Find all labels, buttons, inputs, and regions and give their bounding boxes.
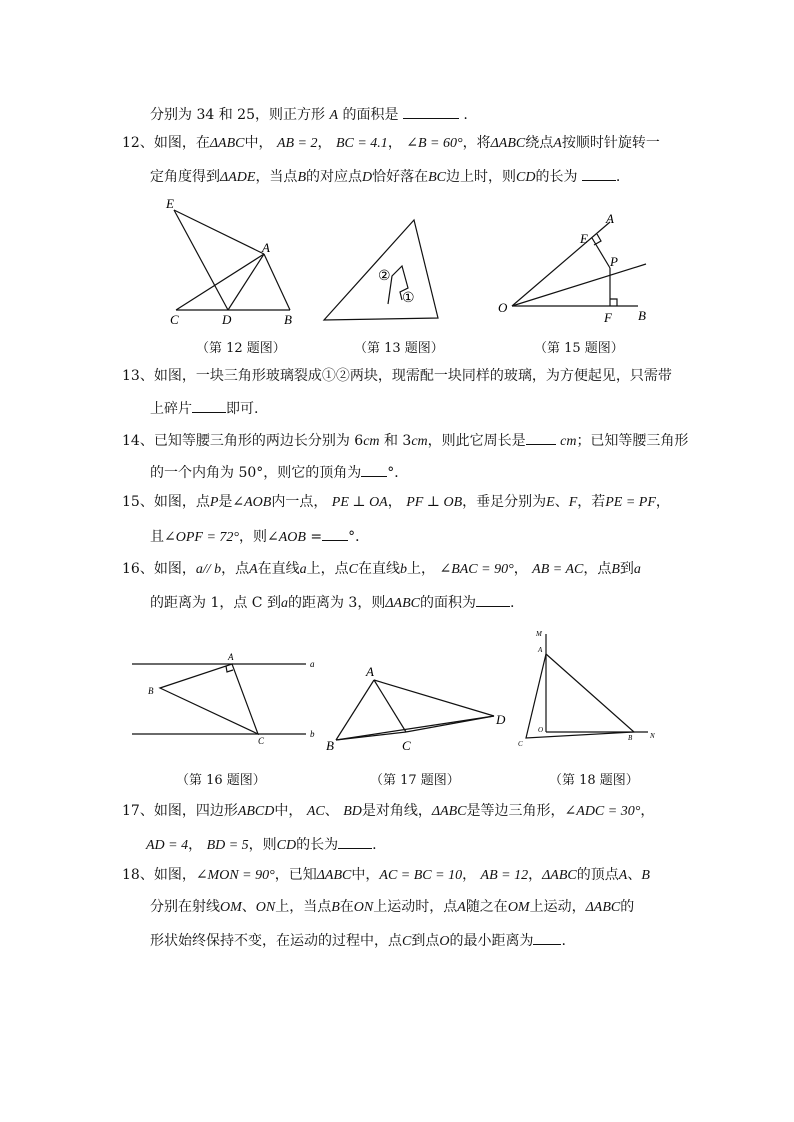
q18-text: 的顶点 (576, 867, 619, 883)
fig12-seg-da (228, 254, 264, 310)
q15-pe-eq-pf: PE = PF (605, 495, 656, 510)
q17-line2 (146, 834, 377, 855)
fig12-label-b: B (284, 312, 292, 327)
q14-text: ，则此它周长是 (427, 433, 526, 449)
q16-line-b: b (400, 562, 408, 577)
q18-text: 的 (620, 899, 635, 915)
q11-text: 分别为 34 和 25，则正方形 (150, 107, 325, 123)
fig17-label-c: C (402, 738, 411, 753)
q17-bd: BD = 5 (206, 838, 249, 853)
q16-line-a: a (299, 562, 307, 577)
fig18-label-m: M (536, 630, 542, 638)
q12-text: 中， (244, 135, 273, 151)
q16-text: 的距离为 1，点 C 到 (150, 595, 281, 611)
q16-end: . (510, 595, 515, 611)
figure-15 (496, 210, 656, 326)
q18-point-a: A (618, 868, 628, 883)
q18-line2 (150, 898, 634, 917)
q12-text: 的对应点 (306, 169, 362, 185)
q12-point-a: A (553, 136, 562, 151)
q16-point-b: B (611, 562, 620, 577)
q12-point-b: B (297, 170, 306, 185)
fig12-seg-ab (264, 254, 290, 310)
q17-text: 是对角线， (361, 803, 432, 819)
q18-text: 在 (339, 899, 354, 915)
q15-text: 内一点， (271, 494, 328, 510)
figure-12 (160, 196, 300, 328)
q12-sep: ， (387, 135, 402, 151)
q12-num: 12、 (122, 135, 154, 151)
q12-line1 (122, 134, 660, 153)
fig12-label-d: D (222, 312, 232, 327)
q18-tri-abc: ΔABC (316, 868, 352, 883)
q12-seg-bc: BC (428, 170, 447, 185)
fig15-label-a: A (606, 211, 614, 226)
q15-text: ，垂足分别为 (462, 494, 547, 510)
q18-text: ，已知 (274, 867, 317, 883)
q13-text: 如图，一块三角形玻璃裂成①②两块，现需配一块同样的玻璃，为方便起见，只需带 (153, 368, 672, 384)
fig15-caption: （第 15 题图） (534, 341, 624, 356)
fig18-label-o: O (538, 726, 544, 734)
q13-text: 上碎片 (150, 401, 192, 417)
q18-text: 、 (627, 867, 642, 883)
q18-point-b: B (331, 900, 340, 915)
q12-point-d: D (362, 170, 373, 185)
fig16-label-line-b: b (310, 729, 315, 739)
q16-point-c: C (348, 562, 359, 577)
fig17-label-d: D (496, 712, 506, 727)
q18-text: 如图， (153, 867, 196, 883)
q15-text: ， (387, 494, 402, 510)
fig12-label-e: E (166, 196, 174, 211)
fig15-label-e: E (580, 231, 588, 246)
q17-quad-abcd: ABCD (237, 804, 275, 819)
q17-tri-abc: ΔABC (431, 804, 467, 819)
fig17-seg-ad (374, 680, 494, 716)
q16-text: 的面积为 (420, 595, 477, 611)
q18-text: 上，当点 (275, 899, 332, 915)
q18-answer-blank[interactable] (533, 930, 561, 945)
q14-unit: cm (363, 434, 380, 449)
q14-text: 的一个内角为 50°，则它的顶角为 (150, 465, 362, 481)
fig16-right-angle (226, 666, 233, 672)
q17-line1 (122, 802, 654, 821)
q17-text: 的长为 (296, 837, 339, 853)
fig12-label-c: C (170, 312, 179, 327)
fig15-label-o: O (498, 300, 508, 315)
q13-text: 即可. (226, 401, 259, 417)
q12-sep: ， (317, 135, 332, 151)
fig18-label-a: A (538, 646, 543, 654)
fig17-seg-cd (406, 716, 494, 732)
q18-ab: AB = 12 (480, 868, 529, 883)
fig16-label-b: B (148, 686, 154, 696)
q15-text: 是 (218, 494, 233, 510)
q15-answer-blank[interactable] (322, 526, 348, 541)
q16-parallel: a// b (195, 562, 222, 577)
q18-ray-om: OM (507, 900, 530, 915)
q15-text: ，若 (577, 494, 606, 510)
q14-text: ；已知等腰三角形 (576, 433, 689, 449)
fig15-label-p: P (610, 254, 618, 269)
figure-13 (318, 214, 448, 326)
fig18-caption: （第 18 题图） (549, 773, 639, 788)
q15-pf-perp: PF ⊥ OB (406, 495, 463, 510)
q18-text: 上运动时，点 (373, 899, 458, 915)
q12-text: 如图，在 (153, 135, 210, 151)
fig17-label-a: A (366, 664, 374, 679)
fig15-ray-op (512, 264, 646, 306)
fig12-label-a: A (262, 240, 270, 255)
q16-tri-abc: ΔABC (385, 596, 421, 611)
q14-unit: cm (560, 434, 577, 449)
q17-seg-cd: CD (276, 838, 297, 853)
q14-unit: cm (411, 434, 428, 449)
q15-text: = (310, 529, 323, 545)
fig16-triangle (160, 664, 258, 734)
fig13-piece-1: ① (402, 291, 415, 306)
q18-angle-mon: ∠MON = 90° (195, 868, 275, 883)
fig15-seg-pe (592, 238, 610, 268)
q18-end: . (561, 933, 566, 949)
q18-text: 形状始终保持不变，在运动的过程中，点 (150, 933, 402, 949)
fig18-label-b: B (628, 734, 633, 742)
q18-text: ， (528, 867, 543, 883)
q16-text: ， (513, 561, 528, 577)
q18-text: ， (462, 867, 477, 883)
fig18-label-n: N (650, 732, 655, 740)
q18-tri-abc: ΔABC (542, 868, 577, 883)
q12-angle-b: ∠B = 60° (406, 136, 463, 151)
fig16-label-a: A (228, 652, 234, 662)
q14-apex-angle-blank[interactable] (361, 462, 387, 477)
fig17-caption: （第 17 题图） (370, 773, 460, 788)
q12-text: 恰好落在 (372, 169, 429, 185)
q15-angle-aob: ∠AOB (267, 530, 306, 545)
q16-text: 到 (619, 561, 634, 577)
fig13-caption: （第 13 题图） (354, 341, 444, 356)
q12-text: ，将 (462, 135, 491, 151)
q12-tri-abc: ΔABC (490, 136, 526, 151)
q15-line2 (150, 526, 369, 547)
q14-line2 (150, 462, 408, 482)
fig12-seg-ea (174, 210, 264, 254)
q18-text: 到点 (411, 933, 440, 949)
q17-text: ， (188, 837, 203, 853)
q15-angle-aob: ∠AOB (232, 495, 272, 510)
fig16-caption: （第 16 题图） (176, 773, 266, 788)
fig12-seg-ca (176, 254, 264, 310)
q13-num: 13、 (122, 368, 154, 384)
q12-tri-abc: ΔABC (209, 136, 245, 151)
q18-text: 、 (241, 899, 256, 915)
q12-text: 定角度得到 (150, 169, 220, 185)
q18-line1 (122, 866, 650, 885)
fig15-label-f: F (604, 310, 612, 325)
q16-text: 在直线 (257, 561, 300, 577)
q17-num: 17、 (122, 803, 154, 819)
q18-ray-om: OM (220, 900, 242, 915)
q17-ad: AD = 4 (146, 838, 189, 853)
fig13-piece-2: ② (378, 269, 391, 284)
q15-text: 且 (150, 529, 164, 545)
q15-text: 如图，点 (153, 494, 210, 510)
q15-text: °． (348, 529, 370, 545)
q16-line-a: a (633, 562, 641, 577)
q18-line3 (150, 930, 566, 951)
q14-line1 (122, 430, 688, 451)
q12-answer-blank[interactable] (582, 166, 616, 181)
q16-text: 如图， (153, 561, 196, 577)
q12-text: 边上时，则 (446, 169, 517, 185)
q13-answer-blank[interactable] (192, 398, 226, 413)
q11-end: . (463, 107, 468, 123)
q18-ac-bc: AC = BC = 10 (379, 868, 463, 883)
q18-point-b: B (641, 868, 650, 883)
q12-text: 的长为 (535, 169, 578, 185)
q12-tri-ade: ΔADE (220, 170, 256, 185)
q16-answer-blank[interactable] (476, 592, 510, 607)
q14-num: 14、 (122, 433, 154, 449)
q15-angle-opf: ∠OPF = 72° (164, 530, 239, 545)
q16-line2 (150, 592, 514, 613)
q11-tail: 的面积是 (342, 107, 399, 123)
q18-text: 的最小距离为 (449, 933, 534, 949)
q16-text: 在直线 (358, 561, 401, 577)
q18-text: 分别在射线 (150, 899, 220, 915)
q15-text: 、 (554, 494, 569, 510)
q16-text: ，点 (221, 561, 250, 577)
q12-text: 按顺时针旋转一 (561, 135, 660, 151)
q18-tri-abc: ΔABC (585, 900, 621, 915)
figure-18 (512, 626, 662, 750)
figure-17 (322, 660, 510, 756)
q12-text: ，当点 (255, 169, 298, 185)
q16-text: ，点 (583, 561, 612, 577)
fig12-seg-ed (174, 210, 228, 310)
q16-text: 上， (407, 561, 436, 577)
q15-point-e: E (546, 495, 555, 510)
q18-point-a: A (457, 900, 466, 915)
q18-text: 随之在 (465, 899, 508, 915)
q17-seg-bd: BD (343, 804, 362, 819)
q12-text: 绕点 (525, 135, 554, 151)
q16-line-a: a (280, 596, 288, 611)
q18-text: 上运动， (529, 899, 586, 915)
q16-num: 16、 (122, 561, 154, 577)
fig17-seg-bd (336, 716, 494, 740)
q18-ray-on: ON (353, 900, 374, 915)
fig16-label-line-a: a (310, 659, 315, 669)
q17-end: . (372, 837, 377, 853)
fig18-label-c: C (518, 740, 523, 748)
q16-angle-bac: ∠BAC = 90° (439, 562, 514, 577)
q15-text: ，则 (239, 529, 267, 545)
fig17-label-b: B (326, 738, 334, 753)
q14-perimeter-blank[interactable] (526, 430, 556, 445)
q11-var-a: A (329, 108, 338, 123)
q18-point-o: O (439, 934, 450, 949)
q15-line1 (122, 493, 670, 512)
fig15-right-angle-f (610, 299, 617, 306)
q11-continuation (150, 104, 468, 125)
q13-line1 (122, 367, 672, 385)
figure-16 (128, 650, 324, 750)
q18-ray-on: ON (255, 900, 276, 915)
q14-text: 已知等腰三角形的两边长分别为 6 (153, 433, 364, 449)
q17-text: 是等边三角形， (466, 803, 565, 819)
q16-text: 的距离为 3，则 (287, 595, 386, 611)
q17-text: ， (640, 803, 655, 819)
q16-point-a: A (249, 562, 258, 577)
q18-num: 18、 (122, 867, 154, 883)
q14-text: °． (387, 465, 409, 481)
q18-text: 中， (351, 867, 380, 883)
q17-angle-adc: ∠ADC = 30° (564, 804, 641, 819)
q11-answer-blank[interactable] (403, 104, 459, 119)
q12-end: . (615, 169, 621, 185)
q15-point-f: F (568, 495, 578, 510)
q17-text: 如图，四边形 (153, 803, 238, 819)
q15-text: ， (655, 494, 670, 510)
fig15-ray-oa (512, 222, 610, 306)
q15-num: 15、 (122, 494, 154, 510)
fig17-seg-ba (336, 680, 374, 740)
fig12-caption: （第 12 题图） (196, 341, 286, 356)
q15-pe-perp: PE ⊥ OA (331, 495, 388, 510)
q13-line2 (150, 398, 258, 418)
q12-seg-cd: CD (516, 170, 536, 185)
q18-point-c: C (402, 934, 412, 949)
fig16-label-c: C (258, 736, 265, 746)
q12-bc: BC = 4.1 (335, 136, 388, 151)
q17-text: 、 (324, 803, 339, 819)
q12-line2 (150, 166, 620, 187)
q17-answer-blank[interactable] (338, 834, 372, 849)
q17-text: 中， (274, 803, 303, 819)
q15-point-p: P (209, 495, 219, 510)
q17-seg-ac: AC (306, 804, 325, 819)
q16-text: 上，点 (306, 561, 349, 577)
q12-ab: AB = 2 (276, 136, 318, 151)
q16-line1 (122, 560, 641, 579)
q16-ab-eq-ac: AB = AC (532, 562, 584, 577)
q14-text: 和 3 (383, 433, 412, 449)
q17-text: ，则 (248, 837, 277, 853)
fig15-label-b: B (638, 308, 646, 323)
